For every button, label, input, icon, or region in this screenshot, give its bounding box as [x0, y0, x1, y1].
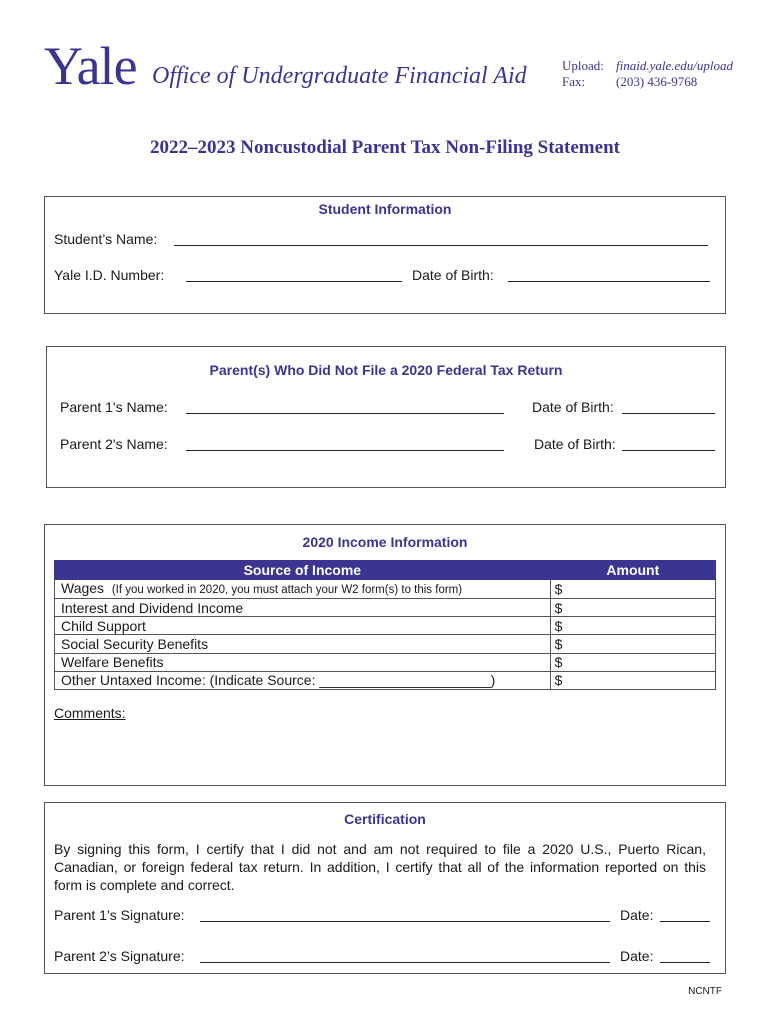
amount-field-child-support[interactable]: $ [550, 617, 715, 635]
parent1-signature-field[interactable] [200, 921, 610, 922]
amount-field-wages[interactable]: $ [550, 580, 715, 599]
table-row [55, 635, 716, 653]
table-row [55, 653, 716, 671]
form-code: NCNTF [688, 986, 722, 997]
income-source-interest: Interest and Dividend Income [55, 599, 551, 617]
parents-title: Parent(s) Who Did Not File a 2020 Federal Tax Return [209, 362, 563, 378]
upload-label: Upload: [562, 58, 604, 73]
yale-logo: Yale [44, 36, 137, 96]
parent2-signature-label: Parent 2’s Signature: [54, 948, 185, 964]
parent2-name-label: Parent 2's Name: [60, 436, 168, 452]
date1-label: Date: [620, 907, 654, 923]
fax-number: (203) 436-9768 [616, 74, 698, 89]
amount-field-other[interactable]: $ [550, 671, 715, 689]
date2-label: Date: [620, 948, 654, 964]
income-table [54, 560, 716, 690]
parent2-dob-label: Date of Birth: [534, 436, 616, 452]
parents-section [46, 346, 726, 488]
student-info-section [44, 196, 726, 314]
office-name: Office of Undergraduate Financial Aid [152, 63, 527, 89]
amount-field-social-security[interactable]: $ [550, 635, 715, 653]
yale-id-label: Yale I.D. Number: [54, 267, 165, 283]
income-source-welfare: Welfare Benefits [55, 653, 551, 671]
upload-link[interactable]: finaid.yale.edu/upload [616, 58, 733, 73]
parent2-dob-field[interactable] [622, 450, 715, 451]
table-row [55, 599, 716, 617]
wages-label: Wages [61, 580, 105, 596]
date1-field[interactable] [660, 921, 710, 922]
income-source-wages [55, 580, 551, 599]
yale-id-field[interactable] [186, 281, 402, 282]
parent2-name-field[interactable] [186, 450, 504, 451]
certification-title: Certification [344, 811, 426, 827]
parent1-name-label: Parent 1's Name: [60, 399, 168, 415]
parent1-signature-label: Parent 1’s Signature: [54, 907, 185, 923]
form-title: 2022–2023 Noncustodial Parent Tax Non-Filing Statement [150, 137, 620, 158]
certification-text: By signing this form, I certify that I did not and am not required to file a 2020 U.S., Puerto Rican, Canadian, or foreign federal tax return. In addition, I certify that all of the information reported on this form is complete and correct. [54, 841, 706, 893]
student-info-title: Student Information [318, 201, 452, 217]
parent1-dob-label: Date of Birth: [532, 399, 614, 415]
parent2-signature-field[interactable] [200, 962, 610, 963]
student-dob-field[interactable] [508, 281, 710, 282]
parent1-dob-field[interactable] [622, 413, 715, 414]
comments-field[interactable] [54, 724, 714, 780]
wages-note: (If you worked in 2020, you must attach your W2 form(s) to this form) [111, 584, 463, 596]
income-source-social-security: Social Security Benefits [55, 635, 551, 653]
income-source-other: Other Untaxed Income: (Indicate Source: ______________________) [55, 671, 551, 689]
table-row [55, 617, 716, 635]
parent1-name-field[interactable] [186, 413, 504, 414]
table-row [55, 671, 716, 689]
income-source-child-support: Child Support [55, 617, 551, 635]
income-title: 2020 Income Information [302, 534, 468, 550]
amount-field-interest[interactable]: $ [550, 599, 715, 617]
date2-field[interactable] [660, 962, 710, 963]
source-column-header: Source of Income [55, 561, 551, 580]
table-row [55, 580, 716, 599]
amount-column-header: Amount [550, 561, 715, 580]
student-name-field[interactable] [174, 245, 708, 246]
student-name-label: Student’s Name: [54, 231, 158, 247]
amount-field-welfare[interactable]: $ [550, 653, 715, 671]
fax-label: Fax: [562, 74, 586, 89]
comments-label: Comments: [54, 705, 126, 721]
student-dob-label: Date of Birth: [412, 267, 494, 283]
